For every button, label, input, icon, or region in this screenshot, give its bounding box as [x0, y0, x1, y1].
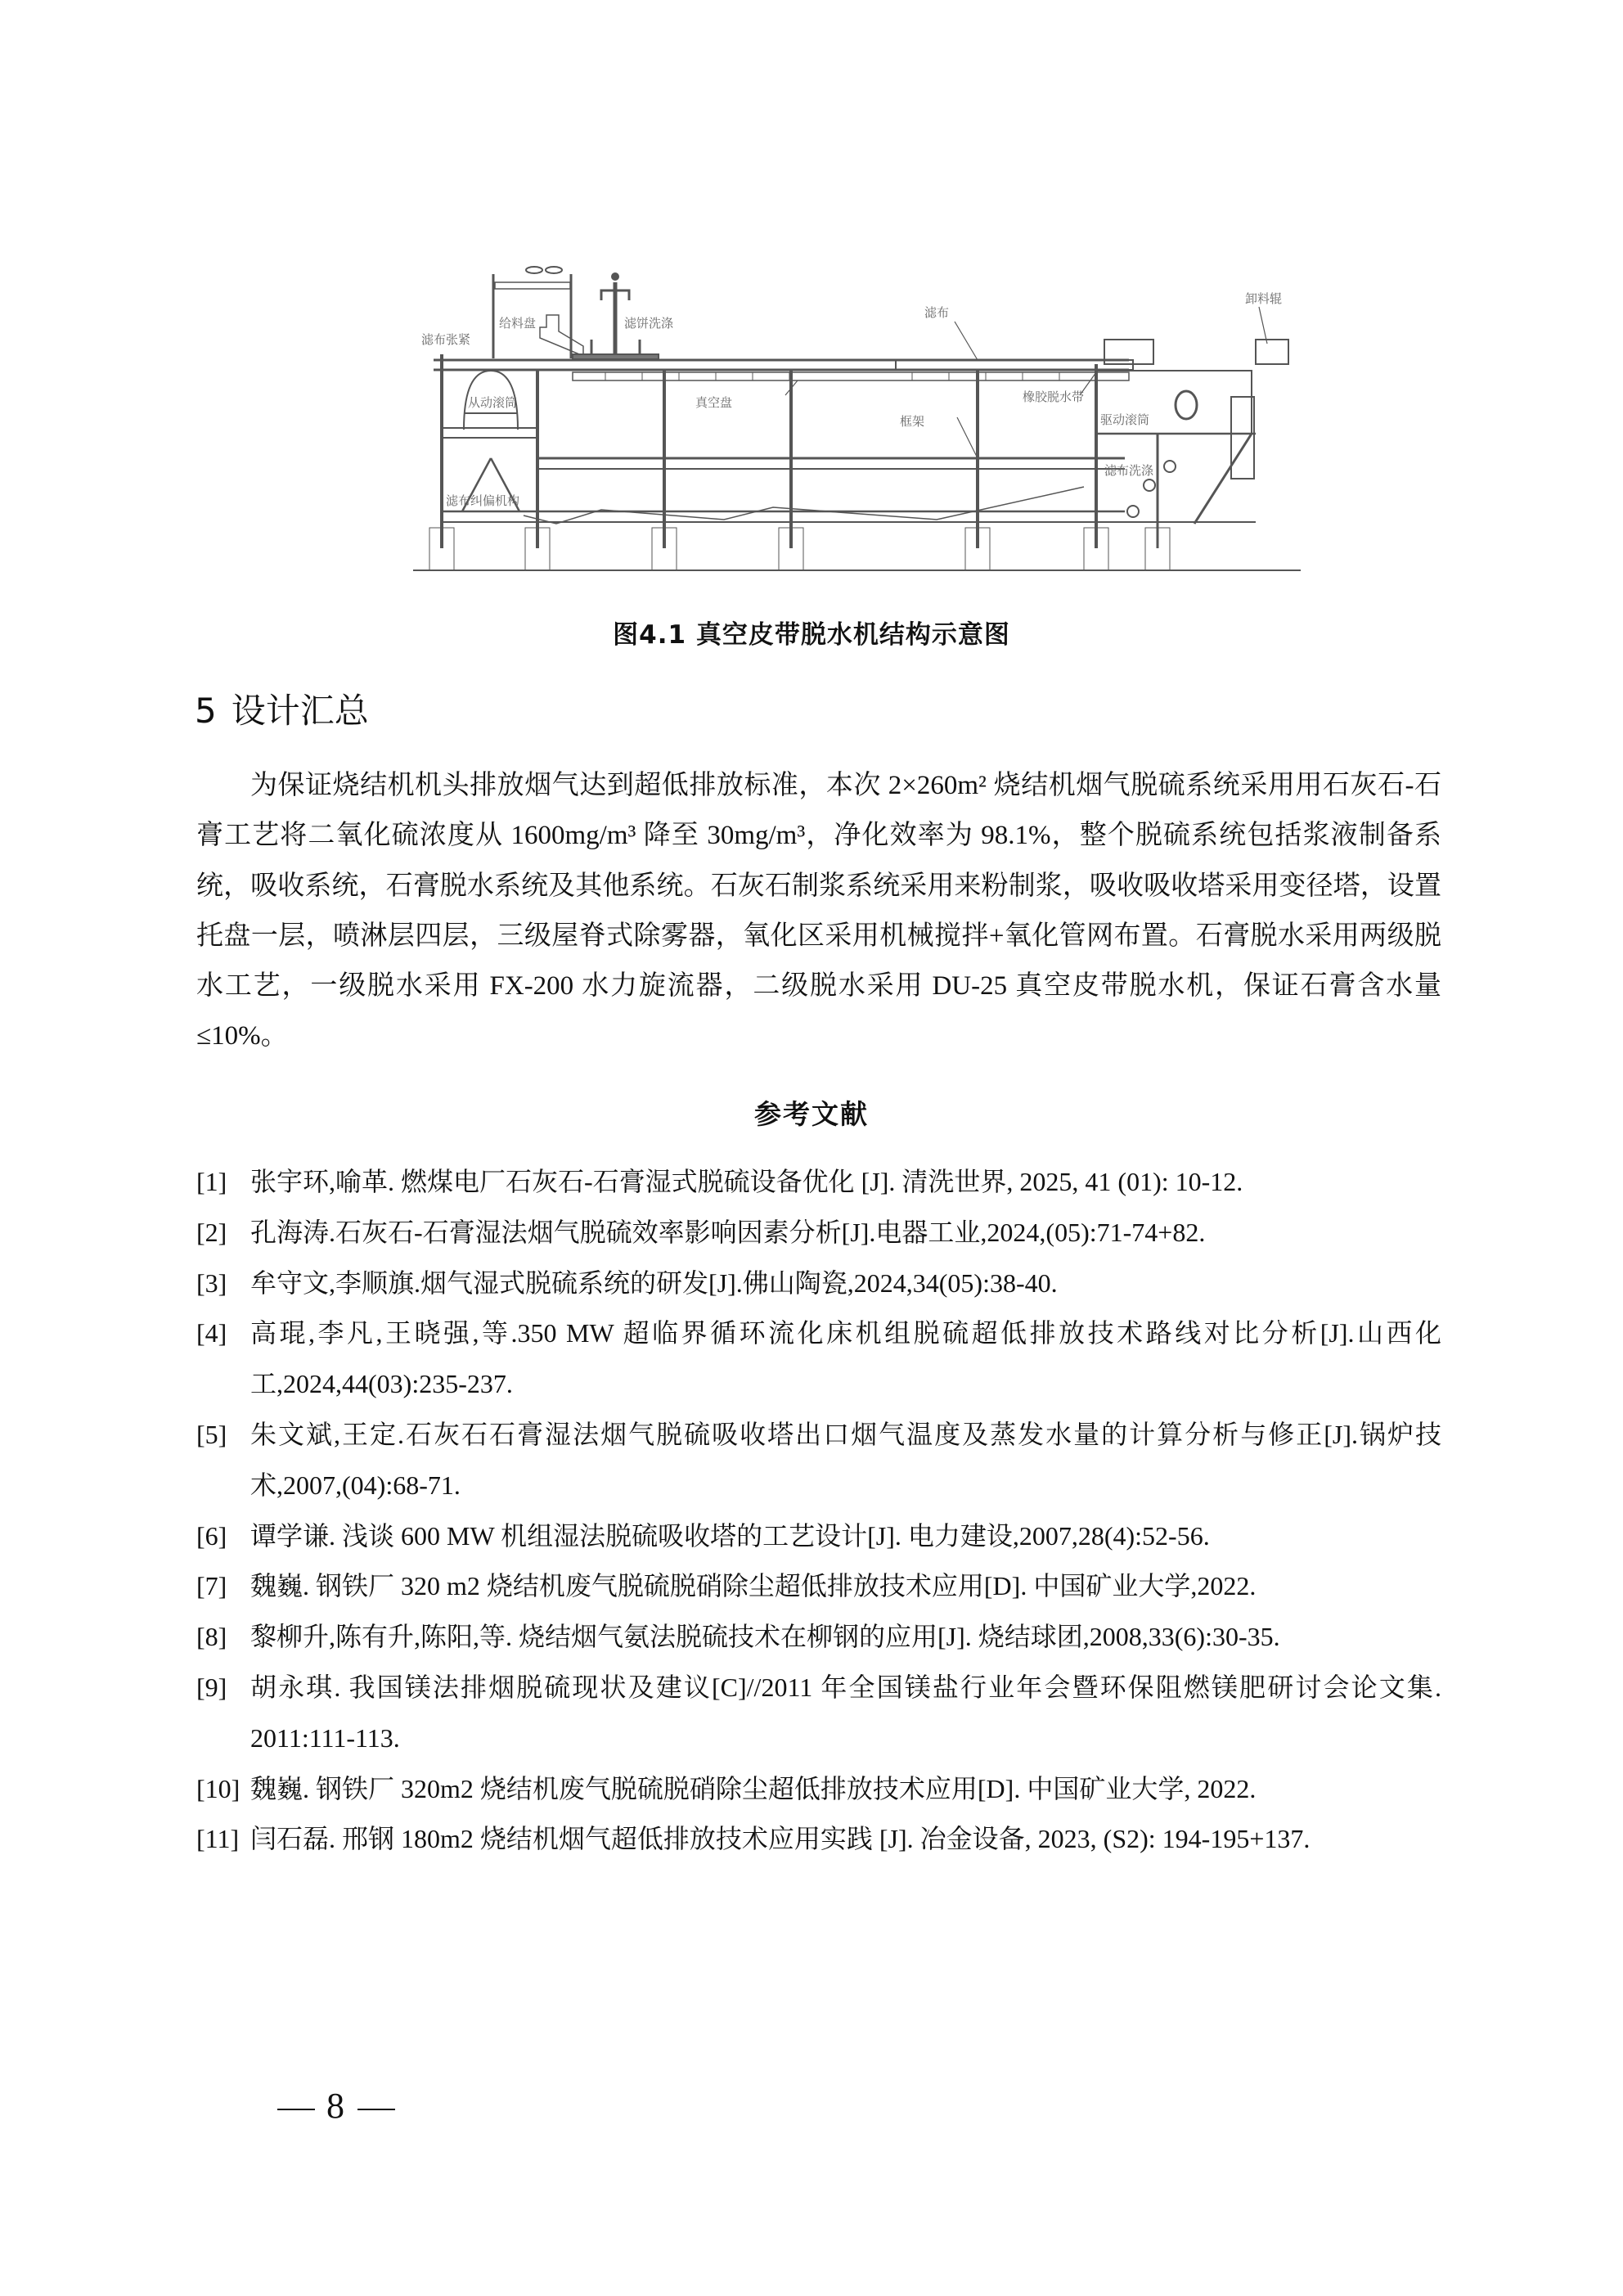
label-drive-drum: 驱动滚筒	[1100, 412, 1150, 427]
summary-paragraph: 为保证烧结机机头排放烟气达到超低排放标准，本次 2×260m² 烧结机烟气脱硫系统采用用石灰石-石膏工艺将二氧化硫浓度从 1600mg/m³ 降至 30mg/m³，净化效率为 98.1%，整个脱硫系统包括浆液制备系统，吸收系统，石膏脱水系统及其他系统。石灰石制浆系统采用来粉制浆，吸收吸收塔采用变径塔，设置托盘一层，喷淋层四层，三级屋脊式除雾器，氧化区采用机械搅拌+氧化管网布置。石膏脱水采用两级脱水工艺，一级脱水采用 FX-200 水力旋流器，二级脱水采用 DU-25 真空皮带脱水机，保证石膏含水量≤10%。	[196, 771, 1441, 1051]
reference-item	[196, 1612, 1441, 1663]
footer-dash-left	[277, 2109, 315, 2110]
reference-tag: [7]	[196, 1571, 227, 1601]
reference-text: 孔海涛.石灰石-石膏湿法烟气脱硫效率影响因素分析[J].电器工业,2024,(05):71-74+82.	[250, 1217, 1206, 1247]
label-rubber-belt: 橡胶脱水带	[1023, 389, 1085, 404]
label-cloth-wash: 滤布洗涤	[1104, 463, 1154, 478]
label-vacuum-tray: 真空盘	[695, 395, 733, 410]
label-cloth-tension: 滤布张紧	[421, 332, 471, 347]
reference-tag: [10]	[196, 1773, 241, 1803]
reference-item	[196, 1764, 1441, 1815]
reference-text: 胡永琪. 我国镁法排烟脱硫现状及建议[C]//2011 年全国镁盐行业年会暨环保阻燃镁肥研讨会论文集. 2011:111-113.	[250, 1672, 1441, 1753]
section-heading	[195, 684, 369, 733]
reference-text: 朱文斌,王定.石灰石石膏湿法烟气脱硫吸收塔出口烟气温度及蒸发水量的计算分析与修正[J].锅炉技术,2007,(04):68-71.	[250, 1419, 1441, 1500]
reference-text: 闫石磊. 邢钢 180m2 烧结机烟气超低排放技术应用实践 [J]. 冶金设备, 2023, (S2): 194-195+137.	[250, 1824, 1311, 1854]
reference-item	[196, 1511, 1441, 1562]
reference-text: 张宇环,喻革. 燃煤电厂石灰石-石膏湿式脱硫设备优化 [J]. 清洗世界, 2025, 41 (01): 10-12.	[250, 1167, 1243, 1196]
diagram-drawing	[413, 250, 1354, 577]
reference-item	[196, 1157, 1441, 1208]
reference-text: 魏巍. 钢铁厂 320 m2 烧结机废气脱硫脱硝除尘超低排放技术应用[D]. 中国矿业大学,2022.	[250, 1571, 1257, 1601]
reference-tag: [3]	[196, 1267, 227, 1298]
label-frame: 框架	[900, 414, 925, 429]
reference-list	[196, 1157, 1441, 1865]
section-number: 5	[195, 691, 217, 731]
reference-tag: [6]	[196, 1520, 227, 1551]
reference-text: 谭学谦. 浅谈 600 MW 机组湿法脱硫吸收塔的工艺设计[J]. 电力建设,2007,28(4):52-56.	[250, 1520, 1210, 1551]
label-cloth-correction: 滤布纠偏机构	[446, 493, 520, 508]
section-title: 设计汇总	[231, 691, 369, 731]
reference-text: 黎柳升,陈有升,陈阳,等. 烧结烟气氨法脱硫技术在柳钢的应用[J]. 烧结球团,2008,33(6):30-35.	[250, 1622, 1280, 1652]
reference-item	[196, 1663, 1441, 1764]
figure-caption: 图4.1 真空皮带脱水机结构示意图	[613, 620, 1010, 650]
reference-item	[196, 1814, 1441, 1865]
footer-dash-right	[357, 2109, 395, 2110]
reference-tag: [5]	[196, 1419, 227, 1449]
vacuum-belt-filter-diagram	[413, 250, 1354, 577]
reference-text: 高琨,李凡,王晓强,等.350 MW 超临界循环流化床机组脱硫超低排放技术路线对比分析[J].山西化工,2024,44(03):235-237.	[250, 1318, 1441, 1399]
reference-tag: [4]	[196, 1318, 227, 1348]
reference-tag: [11]	[196, 1824, 240, 1854]
label-feed-tray: 给料盘	[499, 316, 537, 331]
reference-item	[196, 1258, 1441, 1309]
reference-item	[196, 1308, 1441, 1410]
page-number: 8	[326, 2086, 346, 2126]
references-title: 参考文献	[754, 1098, 869, 1130]
reference-item	[196, 1208, 1441, 1258]
reference-tag: [1]	[196, 1167, 227, 1196]
reference-text: 牟守文,李顺旗.烟气湿式脱硫系统的研发[J].佛山陶瓷,2024,34(05):38-40.	[250, 1267, 1058, 1298]
reference-tag: [9]	[196, 1672, 227, 1702]
label-discharge-roller: 卸料辊	[1245, 291, 1283, 306]
label-cake-wash: 滤饼洗涤	[624, 316, 674, 331]
reference-tag: [8]	[196, 1622, 227, 1652]
page-footer	[266, 2085, 407, 2127]
reference-tag: [2]	[196, 1217, 227, 1247]
label-driven-drum: 从动滚筒	[468, 395, 518, 410]
reference-item	[196, 1561, 1441, 1612]
reference-item	[196, 1410, 1441, 1511]
label-filter-cloth: 滤布	[924, 305, 950, 320]
reference-text: 魏巍. 钢铁厂 320m2 烧结机废气脱硫脱硝除尘超低排放技术应用[D]. 中国矿业大学, 2022.	[250, 1773, 1257, 1803]
